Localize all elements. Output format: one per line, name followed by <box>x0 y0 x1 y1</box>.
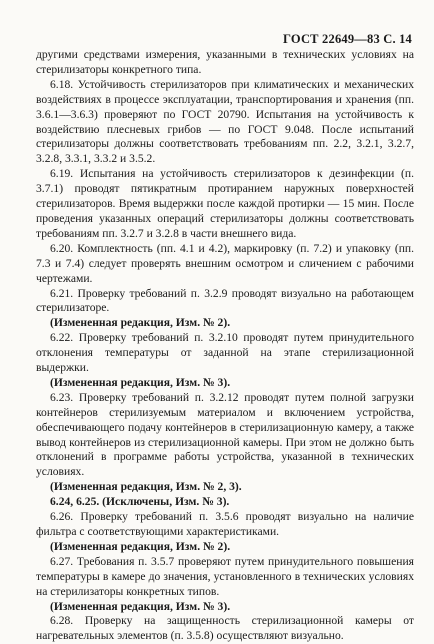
paragraph-6-18: 6.18. Устойчивость стерилизаторов при климатических и механических воздействиях в процессе эксплуатации, транспортирования и хранения (пп. 3.6.1—3.6.3) проверяют по ГОСТ 20790. Испытания на устойчивость к воздействию плесневых грибов — по ГОСТ 9.048. После испытаний стерилизаторы должны соответствовать требованиям пп. 2.2, 3.2.1, 3.2.7, 3.2.8, 3.3.1, 3.3.2 и 3.5.2. <box>36 77 414 166</box>
page-header: ГОСТ 22649—83 С. 14 <box>283 32 412 46</box>
paragraph-6-19: 6.19. Испытания на устойчивость стерилизаторов к дезинфекции (п. 3.7.1) проводят пятикратным протиранием наружных поверхностей стерилизаторов. Время выдержки после каждой протирки — 15 мин. После проведения указанных операций стерилизаторы должны соответствовать требованиям пп. 3.2.7 и 3.2.8 в части внешнего вида. <box>36 167 414 240</box>
amendment-note: (Измененная редакция, Изм. № 2). <box>50 316 231 330</box>
paragraph-6-27: 6.27. Требования п. 3.5.7 проверяют путем принудительного повышения температуры в камере до значения, установленного в технических условиях на стерилизаторы конкретных типов. <box>36 554 414 598</box>
excluded-note-6-24-6-25: 6.24, 6.25. (Исключены, Изм. № 3). <box>50 495 230 509</box>
amendment-note: (Измененная редакция, Изм. № 2). <box>50 539 231 553</box>
paragraph-6-22: 6.22. Проверку требований п. 3.2.10 проводят путем принудительного отклонения температуры от заданной на этапе стерилизационной выдержки. <box>36 331 414 375</box>
document-body <box>36 48 414 644</box>
paragraph-6-23: 6.23. Проверку требований п. 3.2.12 проводят путем полной загрузки контейнеров стерилизуемым материалом и включением устройства, обеспечивающего подачу контейнеров в стерилизационную камеру, а также вывод контейнеров из стерилизационной камеры. При этом не должно быть отклонений в программе работы устройства, указанной в технических условиях. <box>36 390 414 479</box>
amendment-note: (Измененная редакция, Изм. № 2, 3). <box>50 480 242 494</box>
amendment-note: (Измененная редакция, Изм. № 3). <box>50 375 231 389</box>
paragraph-6-20: 6.20. Комплектность (пп. 4.1 и 4.2), маркировку (п. 7.2) и упаковку (пп. 7.3 и 7.4) следует проверять внешним осмотром и сличением с рабочими чертежами. <box>36 241 414 285</box>
paragraph-continuation: другими средствами измерения, указанными в технических условиях на стерилизаторы конкретного типа. <box>36 48 414 76</box>
paragraph-6-26: 6.26. Проверку требований п. 3.5.6 проводят визуально на наличие фильтра с соответствующими характеристиками. <box>36 510 414 538</box>
amendment-note: (Измененная редакция, Изм. № 3). <box>50 599 231 613</box>
paragraph-6-28: 6.28. Проверку на защищенность стерилизационной камеры от нагревательных элементов (п. 3.5.8) осуществляют визуально. <box>36 614 414 643</box>
paragraph-6-21: 6.21. Проверку требований п. 3.2.9 проводят визуально на работающем стерилизаторе. <box>36 286 414 315</box>
